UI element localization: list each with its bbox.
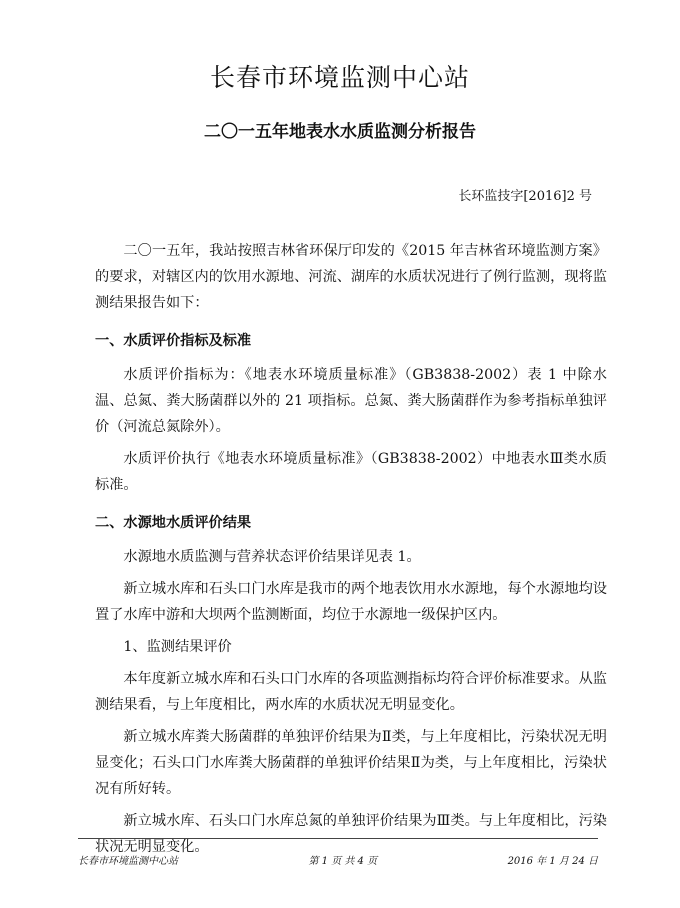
report-title: 二〇一五年地表水水质监测分析报告 xyxy=(204,122,476,142)
section2-paragraph-4: 新立城水库粪大肠菌群的单独评价结果为Ⅱ类，与上年度相比，污染状况无明显变化；石头口门水库粪大肠菌群的单独评价结果Ⅱ为类，与上年度相比，污染状况有所好转。 xyxy=(95,729,607,797)
footer-date: 2016 年 1 月 24 日 xyxy=(507,856,598,867)
report-body xyxy=(95,238,607,860)
section2-paragraph-1: 水源地水质监测与营养状态评价结果详见表 1。 xyxy=(123,549,421,565)
page-footer xyxy=(78,852,598,867)
footer-divider xyxy=(78,838,598,839)
org-title: 长春市环境监测中心站 xyxy=(209,63,470,92)
subsection-heading: 1、监测结果评价 xyxy=(123,639,232,655)
section1-paragraph-1: 水质评价指标为：《地表水环境质量标准》（GB3838-2002）表 1 中除水温、总氮、粪大肠菌群以外的 21 项指标。总氮、粪大肠菌群作为参考指标单独评价（河流总氮除外）。 xyxy=(95,367,607,435)
section2-paragraph-3: 本年度新立城水库和石头口门水库的各项监测指标均符合评价标准要求。从监测结果看，与上年度相比，两水库的水质状况无明显变化。 xyxy=(95,671,607,713)
section2-paragraph-2: 新立城水库和石头口门水库是我市的两个地表饮用水水源地，每个水源地均设置了水库中游和大坝两个监测断面，均位于水源地一级保护区内。 xyxy=(95,581,607,623)
footer-org: 长春市环境监测中心站 xyxy=(78,856,178,867)
section1-heading: 一、水质评价指标及标准 xyxy=(95,333,252,349)
section1-paragraph-2: 水质评价执行《地表水环境质量标准》（GB3838-2002）中地表水Ⅲ类水质标准。 xyxy=(95,451,607,493)
section2-paragraph-5: 新立城水库、石头口门水库总氮的单独评价结果为Ⅲ类。与上年度相比，污染状况无明显变化。 xyxy=(95,813,607,855)
document-number: 长环监技字[2016]2 号 xyxy=(458,189,592,204)
footer-page-number: 第 1 页 共 4 页 xyxy=(308,856,378,867)
intro-paragraph: 二〇一五年，我站按照吉林省环保厅印发的《2015 年吉林省环境监测方案》的要求，对辖区内的饮用水源地、河流、湖库的水质状况进行了例行监测，现将监测结果报告如下： xyxy=(95,243,607,311)
section2-heading: 二、水源地水质评价结果 xyxy=(95,515,252,531)
